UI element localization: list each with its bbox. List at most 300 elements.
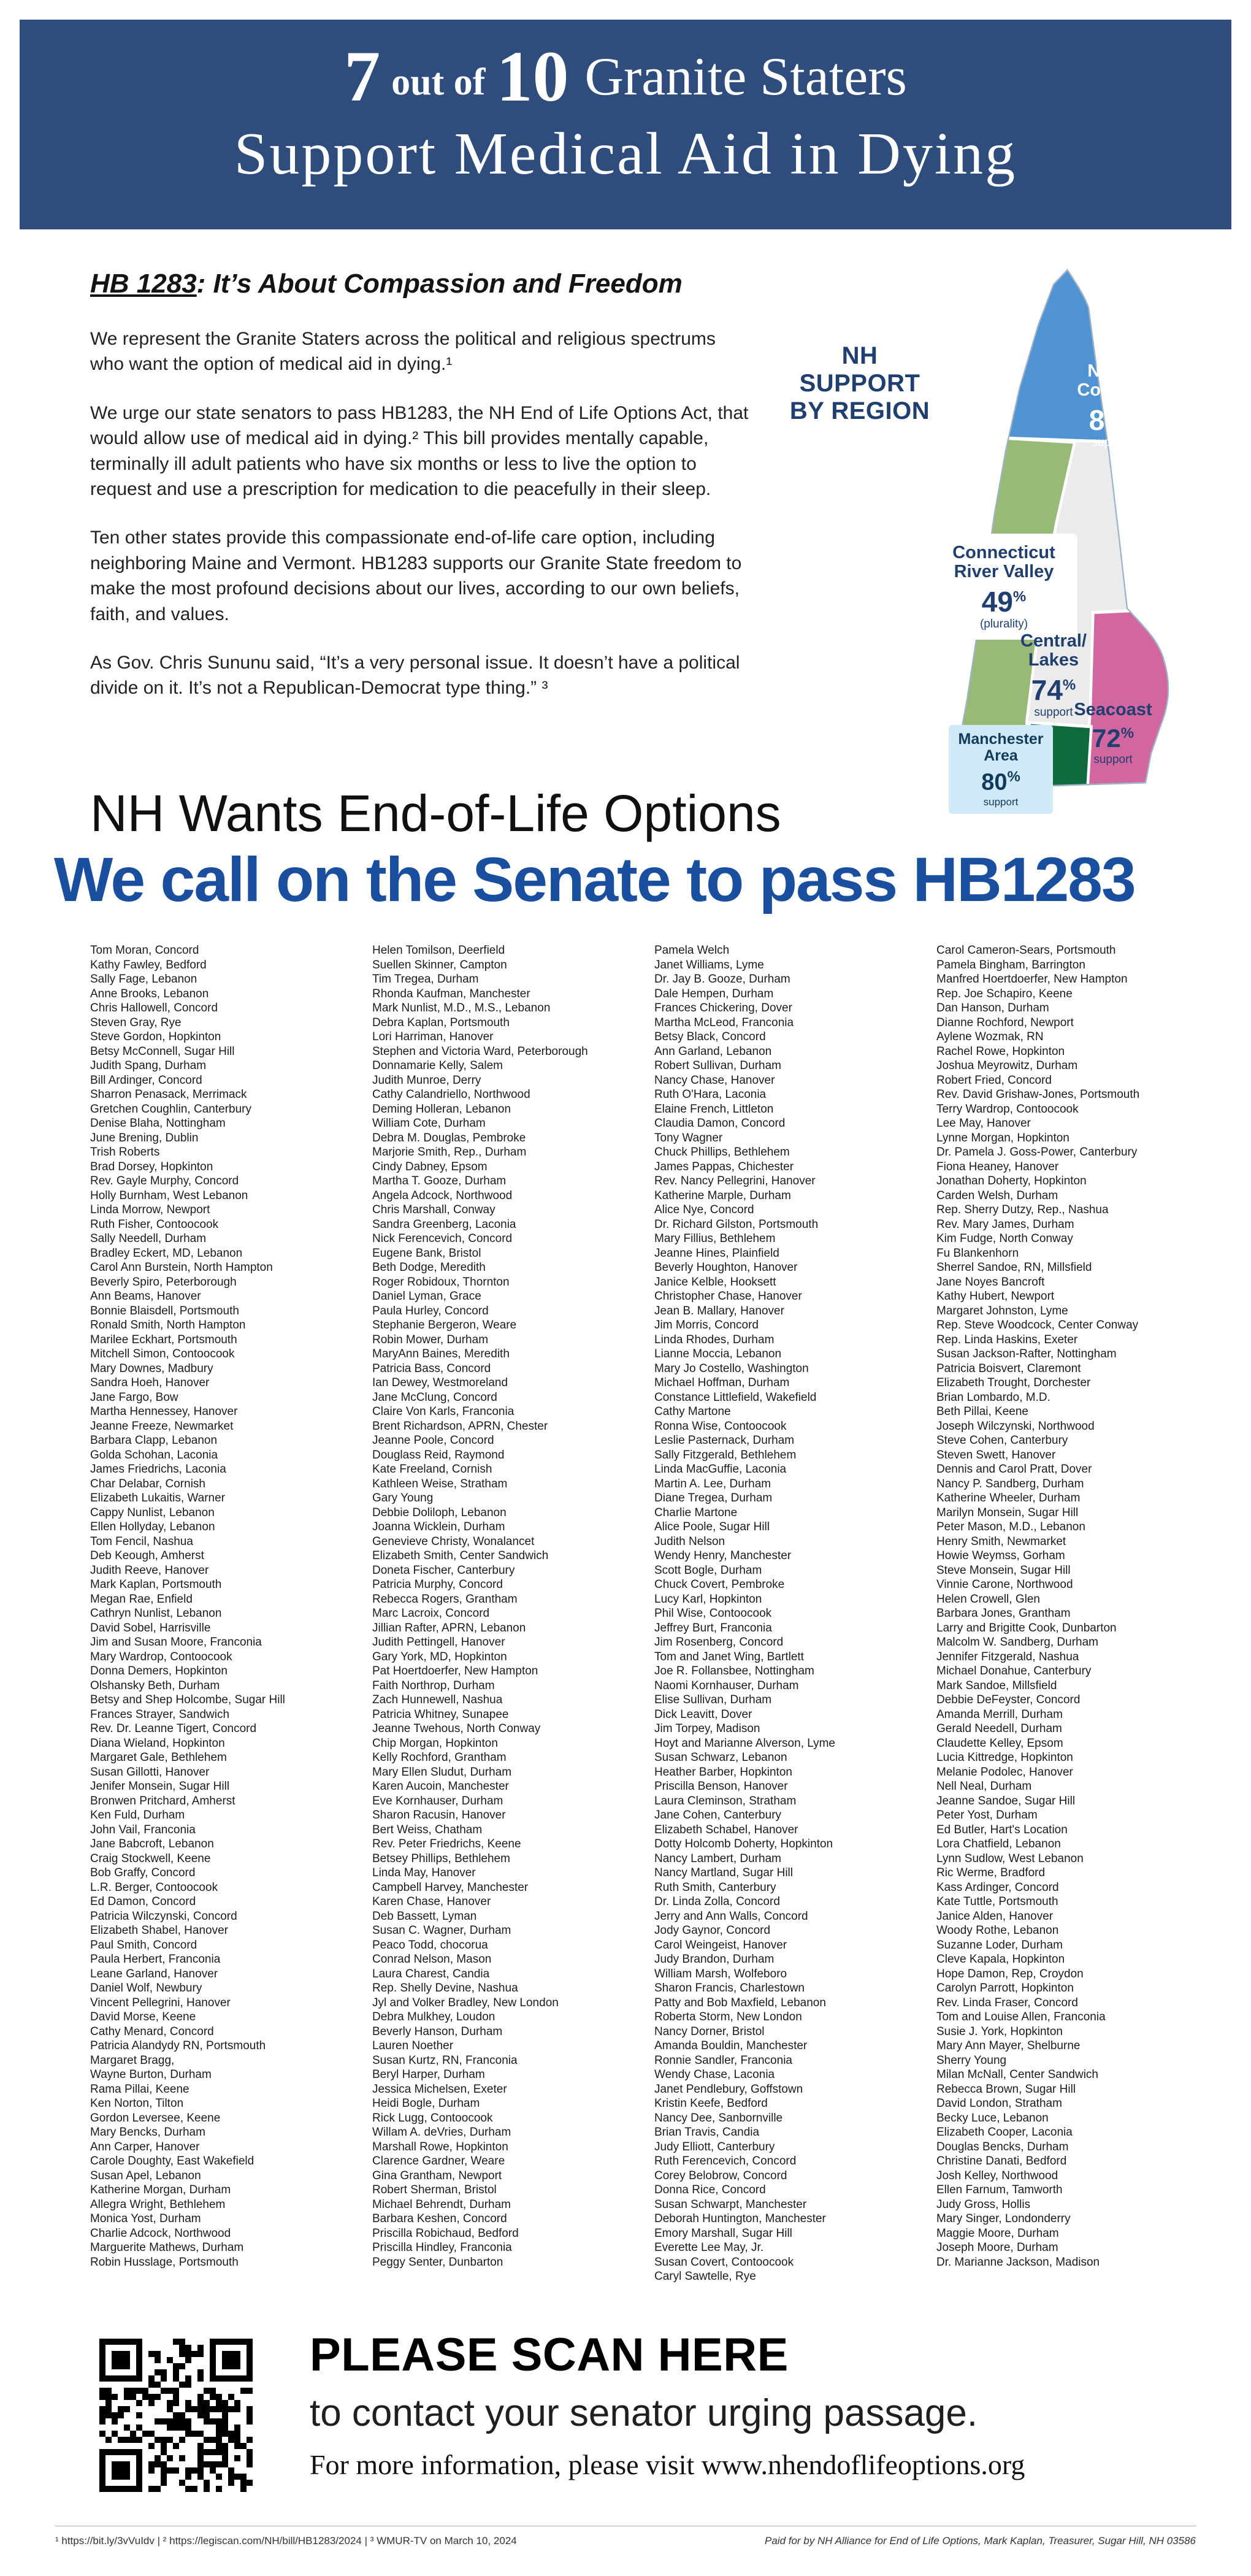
signer-name: Rick Lugg, Contoocook bbox=[372, 2111, 493, 2125]
signer-name: Barbara Keshen, Concord bbox=[372, 2212, 507, 2225]
signer-name: Mary Ellen Sludut, Durham bbox=[372, 1765, 512, 1779]
signer-name: Patricia Murphy, Concord bbox=[372, 1578, 503, 1591]
signer-name: Elaine French, Littleton bbox=[654, 1102, 774, 1116]
signer-name: Ellen Farnum, Tamworth bbox=[936, 2183, 1063, 2196]
bill-number: HB 1283 bbox=[90, 269, 197, 299]
signer-name: Megan Rae, Enfield bbox=[90, 1592, 193, 1606]
signer-name: Elizabeth Cooper, Laconia bbox=[936, 2126, 1073, 2139]
signer-name: Kass Ardinger, Concord bbox=[936, 1880, 1059, 1894]
signers-column-1 bbox=[90, 943, 363, 2284]
signer-name: Nell Neal, Durham bbox=[936, 1780, 1032, 1793]
signer-name: Clarence Gardner, Weare bbox=[372, 2155, 505, 2168]
signer-name: Jean B. Mallary, Hanover bbox=[654, 1304, 784, 1317]
intro-paragraph-1: We represent the Granite Staters across the political and religious spectrums who want the option of medical aid in dying.¹ bbox=[90, 329, 716, 375]
signer-name: Beverly Hanson, Durham bbox=[372, 2025, 503, 2038]
signer-name: Christopher Chase, Hanover bbox=[654, 1290, 802, 1303]
signer-name: Jim Morris, Concord bbox=[654, 1319, 759, 1332]
signer-name: Helen Crowell, Glen bbox=[936, 1592, 1040, 1606]
signer-name: Rev. Linda Fraser, Concord bbox=[936, 1996, 1078, 2009]
signer-name: Steven Swett, Hanover bbox=[936, 1448, 1056, 1462]
signer-name: Melanie Podolec, Hanover bbox=[936, 1765, 1073, 1779]
signer-name: Rep. Linda Haskins, Exeter bbox=[936, 1333, 1078, 1346]
signer-name: Ian Dewey, Westmoreland bbox=[372, 1376, 508, 1389]
label-central-lakes: Central/ Lakes 74% support bbox=[1020, 631, 1087, 719]
signer-name: Dr. Linda Zolla, Concord bbox=[654, 1895, 780, 1908]
signer-name: Wendy Henry, Manchester bbox=[654, 1549, 792, 1562]
signer-name: Rebecca Brown, Sugar Hill bbox=[936, 2082, 1076, 2096]
signer-name: Becky Luce, Lebanon bbox=[936, 2111, 1049, 2125]
signer-name: Jeffrey Burt, Franconia bbox=[654, 1621, 772, 1635]
signer-name: Carol Weingeist, Hanover bbox=[654, 1938, 787, 1952]
signer-name: L.R. Berger, Contoocook bbox=[90, 1880, 218, 1894]
signer-name: Sharron Penasack, Merrimack bbox=[90, 1088, 247, 1101]
signer-name: Nancy Dorner, Bristol bbox=[654, 2025, 765, 2038]
signer-name: Diana Wieland, Hopkinton bbox=[90, 1736, 225, 1750]
signer-name: Tony Wagner bbox=[654, 1131, 723, 1144]
signer-name: Steve Cohen, Canterbury bbox=[936, 1434, 1068, 1447]
intro-paragraph-2: We urge our state senators to pass HB1283, the NH End of Life Options Act, that would allow use of medical aid in dying.² This bill provides mentally capable, terminally ill adult patients who have six months or less to live the option to request and use a prescription for medication to die peacefully in their sleep. bbox=[90, 402, 749, 499]
signer-name: Jane Cohen, Canterbury bbox=[654, 1809, 782, 1822]
signer-name: Rama Pillai, Keene bbox=[90, 2082, 189, 2096]
signer-name: Lori Harriman, Hanover bbox=[372, 1030, 494, 1043]
signer-name: Peter Mason, M.D., Lebanon bbox=[936, 1520, 1085, 1533]
signer-name: Olshansky Beth, Durham bbox=[90, 1679, 220, 1692]
signer-name: Suellen Skinner, Campton bbox=[372, 958, 507, 972]
signer-name: Leane Garland, Hanover bbox=[90, 1967, 218, 1980]
intro-heading bbox=[90, 269, 749, 299]
signer-name: Woody Rothe, Lebanon bbox=[936, 1924, 1059, 1937]
banner-granite-staters: Granite Staters bbox=[584, 47, 907, 107]
signer-name: Martha Hennessey, Hanover bbox=[90, 1405, 238, 1418]
qr-code bbox=[90, 2329, 262, 2501]
signer-name: Ann Garland, Lebanon bbox=[654, 1045, 772, 1058]
signer-name: Eve Kornhauser, Durham bbox=[372, 1794, 503, 1807]
signer-name: Terry Wardrop, Contoocook bbox=[936, 1102, 1079, 1116]
signer-name: Rev. Gayle Murphy, Concord bbox=[90, 1175, 239, 1187]
signer-name: Steve Gordon, Hopkinton bbox=[90, 1030, 221, 1043]
signer-name: Robin Husslage, Portsmouth bbox=[90, 2255, 239, 2269]
signer-name: Rebecca Rogers, Grantham bbox=[372, 1592, 518, 1606]
signer-name: Amanda Bouldin, Manchester bbox=[654, 2039, 808, 2052]
signer-name: Gina Grantham, Newport bbox=[372, 2169, 502, 2182]
signer-name: Betsy McConnell, Sugar Hill bbox=[90, 1045, 235, 1058]
signer-name: Margaret Bragg, bbox=[90, 2053, 175, 2067]
signer-name: Bob Graffy, Concord bbox=[90, 1866, 196, 1879]
signer-name: Cathy Calandriello, Northwood bbox=[372, 1088, 530, 1101]
signer-name: Jeanne Poole, Concord bbox=[372, 1434, 494, 1447]
signer-name: Robin Mower, Durham bbox=[372, 1333, 489, 1346]
signer-name: Aylene Wozmak, RN bbox=[936, 1030, 1044, 1043]
signer-name: Susan Jackson-Rafter, Nottingham bbox=[936, 1347, 1117, 1360]
signer-name: Kathy Fawley, Bedford bbox=[90, 958, 207, 972]
signers-section bbox=[90, 943, 1228, 2284]
label-north-country: North Country 85% support bbox=[1077, 361, 1146, 450]
banner-number-10: 10 bbox=[496, 36, 569, 117]
signer-name: Patricia Wilczynski, Concord bbox=[90, 1909, 237, 1923]
signer-name: Ruth Fisher, Contoocook bbox=[90, 1217, 219, 1231]
signer-name: Michael Hoffman, Durham bbox=[654, 1376, 790, 1389]
signer-name: Marshall Rowe, Hopkinton bbox=[372, 2140, 508, 2153]
intro-paragraph-3: Ten other states provide this compassionate end-of-life care option, including neighboring Maine and Vermont. HB1283 supports our Granite State freedom to make the most profound decisions about our lives, according to our own beliefs, faith, and values. bbox=[90, 527, 742, 624]
signer-name: Margaret Johnston, Lyme bbox=[936, 1304, 1068, 1317]
signer-name: Caryl Sawtelle, Rye bbox=[654, 2270, 756, 2283]
signer-name: Kelly Rochford, Grantham bbox=[372, 1751, 507, 1764]
intro-paragraph-4: As Gov. Chris Sununu said, “It’s a very personal issue. It doesn’t have a political divide on it. It’s not a Republican-Democrat type thing.” ³ bbox=[90, 652, 740, 699]
signer-name: Tom and Louise Allen, Franconia bbox=[936, 2011, 1106, 2023]
signer-name: Trish Roberts bbox=[90, 1146, 160, 1159]
signer-name: Mark Kaplan, Portsmouth bbox=[90, 1578, 222, 1591]
signer-name: Michael Behrendt, Durham bbox=[372, 2198, 511, 2211]
signer-name: Rhonda Kaufman, Manchester bbox=[372, 987, 530, 1000]
signer-name: Katherine Wheeler, Durham bbox=[936, 1492, 1081, 1505]
signer-name: Pamela Bingham, Barrington bbox=[936, 958, 1085, 972]
signer-name: Jeanne Freeze, Newmarket bbox=[90, 1419, 234, 1433]
signer-name: Alice Poole, Sugar Hill bbox=[654, 1520, 770, 1533]
signer-name: Marilee Eckhart, Portsmouth bbox=[90, 1333, 237, 1346]
signer-name: Corey Belobrow, Concord bbox=[654, 2169, 787, 2182]
signer-name: Judith Spang, Durham bbox=[90, 1059, 207, 1072]
signer-name: Ed Damon, Concord bbox=[90, 1895, 196, 1908]
signer-name: Donna Rice, Concord bbox=[654, 2183, 766, 2196]
signer-name: Judy Brandon, Durham bbox=[654, 1953, 775, 1966]
signer-name: Nancy Chase, Hanover bbox=[654, 1073, 775, 1087]
intro-section bbox=[90, 269, 749, 724]
signer-name: Dr. Jay B. Gooze, Durham bbox=[654, 973, 790, 986]
signer-name: Debbie DeFeyster, Concord bbox=[936, 1693, 1081, 1706]
signer-name: Dennis and Carol Pratt, Dover bbox=[936, 1463, 1092, 1476]
signer-name: Lora Chatfield, Lebanon bbox=[936, 1838, 1061, 1850]
signer-name: Jim and Susan Moore, Franconia bbox=[90, 1636, 262, 1649]
signer-name: Elizabeth Schabel, Hanover bbox=[654, 1823, 798, 1836]
signer-name: Steve Monsein, Sugar Hill bbox=[936, 1563, 1071, 1577]
signer-name: Constance Littlefield, Wakefield bbox=[654, 1390, 817, 1404]
signer-name: Martha T. Gooze, Durham bbox=[372, 1175, 507, 1187]
signer-name: Margaret Gale, Bethlehem bbox=[90, 1751, 227, 1764]
signer-name: Susan Covert, Contoocook bbox=[654, 2255, 794, 2269]
signer-name: Jonathan Doherty, Hopkinton bbox=[936, 1175, 1087, 1187]
signer-name: Deborah Huntington, Manchester bbox=[654, 2212, 826, 2225]
signer-name: Wayne Burton, Durham bbox=[90, 2068, 212, 2081]
signer-name: Susan Schwarz, Lebanon bbox=[654, 1751, 787, 1764]
signer-name: Betsey Phillips, Bethlehem bbox=[372, 1852, 510, 1865]
signer-name: Phil Wise, Contoocook bbox=[654, 1607, 772, 1620]
signer-name: Jane Babcroft, Lebanon bbox=[90, 1838, 214, 1850]
signer-name: Joshua Meyrowitz, Durham bbox=[936, 1059, 1078, 1072]
label-seacoast: Seacoast 72% support bbox=[1074, 700, 1152, 766]
signer-name: Gretchen Coughlin, Canterbury bbox=[90, 1102, 251, 1116]
signer-name: Bronwen Pritchard, Amherst bbox=[90, 1794, 235, 1807]
signer-name: Claire Von Karls, Franconia bbox=[372, 1405, 515, 1418]
signer-name: Pamela Welch bbox=[654, 944, 730, 957]
signer-name: Barbara Clapp, Lebanon bbox=[90, 1434, 218, 1447]
signer-name: Elise Sullivan, Durham bbox=[654, 1693, 772, 1706]
signer-name: Jeanne Hines, Plainfield bbox=[654, 1246, 779, 1260]
signer-name: Genevieve Christy, Wonalancet bbox=[372, 1535, 535, 1548]
signer-name: Rachel Rowe, Hopkinton bbox=[936, 1045, 1065, 1058]
signer-name: Joseph Wilczynski, Northwood bbox=[936, 1419, 1095, 1433]
signer-name: Marjorie Smith, Rep., Durham bbox=[372, 1146, 527, 1159]
signer-name: Carol Ann Burstein, North Hampton bbox=[90, 1261, 273, 1274]
signer-name: Linda Rhodes, Durham bbox=[654, 1333, 775, 1346]
signer-name: Willam A. deVries, Durham bbox=[372, 2126, 511, 2139]
signer-name: William Cote, Durham bbox=[372, 1117, 486, 1130]
signer-name: Nancy Dee, Sanbornville bbox=[654, 2111, 783, 2125]
signer-name: Suzanne Loder, Durham bbox=[936, 1938, 1063, 1952]
scan-here-title: PLEASE SCAN HERE bbox=[310, 2329, 789, 2381]
signer-name: MaryAnn Baines, Meredith bbox=[372, 1347, 510, 1360]
signer-name: Mary Fillius, Bethlehem bbox=[654, 1232, 776, 1245]
signer-name: David Sobel, Harrisville bbox=[90, 1621, 211, 1635]
signer-name: Jane Fargo, Bow bbox=[90, 1390, 178, 1404]
signer-name: Michael Donahue, Canterbury bbox=[936, 1665, 1092, 1677]
footnote-citations: ¹ https://bit.ly/3vVuIdv | ² https://legiscan.com/NH/bill/HB1283/2024 | ³ WMUR-TV on March 10, 2024 bbox=[55, 2535, 517, 2547]
signer-name: Ruth Smith, Canterbury bbox=[654, 1880, 776, 1894]
signers-column-2 bbox=[372, 943, 645, 2284]
signer-name: Allegra Wright, Bethlehem bbox=[90, 2198, 226, 2211]
signer-name: Beverly Houghton, Hanover bbox=[654, 1261, 798, 1274]
signer-name: Jody Gaynor, Concord bbox=[654, 1924, 771, 1937]
signer-name: Jyl and Volker Bradley, New London bbox=[372, 1996, 559, 2009]
signer-name: Bert Weiss, Chatham bbox=[372, 1823, 483, 1836]
signer-name: Debra Mulkhey, Loudon bbox=[372, 2011, 495, 2023]
signer-name: Paul Smith, Concord bbox=[90, 1938, 197, 1952]
signer-name: Ruth Ferencevich, Concord bbox=[654, 2155, 797, 2168]
signer-name: Roberta Storm, New London bbox=[654, 2011, 802, 2023]
signer-name: Mary Ann Mayer, Shelburne bbox=[936, 2039, 1081, 2052]
signer-name: Carole Doughty, East Wakefield bbox=[90, 2155, 254, 2168]
signer-name: Beryl Harper, Durham bbox=[372, 2068, 485, 2081]
signer-name: Douglas Bencks, Durham bbox=[936, 2140, 1069, 2153]
signer-name: Peter Yost, Durham bbox=[936, 1809, 1038, 1822]
signer-name: Janet Pendlebury, Goffstown bbox=[654, 2082, 803, 2096]
signer-name: Linda May, Hanover bbox=[372, 1866, 476, 1879]
signer-name: Ann Carper, Hanover bbox=[90, 2140, 200, 2153]
signer-name: Janice Kelble, Hooksett bbox=[654, 1275, 776, 1289]
signer-name: Priscilla Robichaud, Bedford bbox=[372, 2226, 519, 2240]
signer-name: Frances Strayer, Sandwich bbox=[90, 1708, 230, 1721]
signer-name: Chris Hallowell, Concord bbox=[90, 1002, 218, 1014]
signer-name: Bonnie Blaisdell, Portsmouth bbox=[90, 1304, 239, 1317]
signer-name: David Morse, Keene bbox=[90, 2011, 196, 2023]
signer-name: Barbara Jones, Grantham bbox=[936, 1607, 1071, 1620]
scan-here-subtitle: to contact your senator urging passage. bbox=[310, 2392, 978, 2434]
signers-column-3 bbox=[654, 943, 927, 2284]
signer-name: Mary Singer, Londonderry bbox=[936, 2212, 1071, 2225]
signer-name: Jerry and Ann Walls, Concord bbox=[654, 1909, 808, 1923]
signer-name: Rev. Dr. Leanne Tigert, Concord bbox=[90, 1722, 257, 1735]
banner-headline: Support Medical Aid in Dying bbox=[234, 121, 1017, 187]
signer-name: Eugene Bank, Bristol bbox=[372, 1246, 481, 1260]
signer-name: Vinnie Carone, Northwood bbox=[936, 1578, 1073, 1591]
signer-name: James Pappas, Chichester bbox=[654, 1160, 794, 1173]
signer-name: Janice Alden, Hanover bbox=[936, 1909, 1054, 1923]
signer-name: Sandra Hoeh, Hanover bbox=[90, 1376, 210, 1389]
signer-name: Marilyn Monsein, Sugar Hill bbox=[936, 1506, 1079, 1519]
signer-name: Conrad Nelson, Mason bbox=[372, 1953, 492, 1966]
signer-name: John Vail, Franconia bbox=[90, 1823, 196, 1836]
signer-name: Laura Charest, Candia bbox=[372, 1967, 490, 1980]
signer-name: Rep. Shelly Devine, Nashua bbox=[372, 1982, 518, 1995]
signer-name: Stephen and Victoria Ward, Peterborough bbox=[372, 1045, 588, 1058]
signer-name: Douglass Reid, Raymond bbox=[372, 1448, 505, 1462]
signer-name: Heather Barber, Hopkinton bbox=[654, 1765, 792, 1779]
signer-name: Naomi Kornhauser, Durham bbox=[654, 1679, 799, 1692]
signer-name: Dan Hanson, Durham bbox=[936, 1002, 1049, 1014]
signer-name: Milan McNall, Center Sandwich bbox=[936, 2068, 1098, 2081]
signer-name: Fu Blankenhorn bbox=[936, 1246, 1019, 1260]
signer-name: Judith Munroe, Derry bbox=[372, 1073, 481, 1087]
signer-name: Mitchell Simon, Contoocook bbox=[90, 1347, 235, 1360]
signer-name: Ellen Hollyday, Lebanon bbox=[90, 1520, 215, 1533]
signer-name: Elizabeth Shabel, Hanover bbox=[90, 1924, 228, 1937]
signer-name: Brian Travis, Candia bbox=[654, 2126, 760, 2139]
signer-name: Jillian Rafter, APRN, Lebanon bbox=[372, 1621, 526, 1635]
signer-name: Gary Young bbox=[372, 1492, 434, 1505]
signer-name: Howie Weymss, Gorham bbox=[936, 1549, 1065, 1562]
signer-name: Craig Stockwell, Keene bbox=[90, 1852, 211, 1865]
banner bbox=[20, 20, 1231, 229]
signer-name: Roger Robidoux, Thornton bbox=[372, 1275, 510, 1289]
signer-name: Brian Lombardo, M.D. bbox=[936, 1390, 1050, 1404]
signer-name: Mary Bencks, Durham bbox=[90, 2126, 205, 2139]
signer-name: Katherine Morgan, Durham bbox=[90, 2183, 231, 2196]
signer-name: Maggie Moore, Durham bbox=[936, 2226, 1059, 2240]
signer-name: Susie J. York, Hopkinton bbox=[936, 2025, 1063, 2038]
nh-support-map bbox=[789, 264, 1226, 808]
signer-name: Gerald Needell, Durham bbox=[936, 1722, 1062, 1735]
signer-name: Lee May, Hanover bbox=[936, 1117, 1031, 1130]
signer-name: Mary Downes, Madbury bbox=[90, 1362, 213, 1375]
signer-name: David London, Stratham bbox=[936, 2097, 1062, 2110]
signer-name: Rep. Steve Woodcock, Center Conway bbox=[936, 1319, 1139, 1332]
signer-name: Monica Yost, Durham bbox=[90, 2212, 201, 2225]
signer-name: Lianne Moccia, Lebanon bbox=[654, 1347, 782, 1360]
signer-name: Jane McClung, Concord bbox=[372, 1390, 497, 1404]
signer-name: Emory Marshall, Sugar Hill bbox=[654, 2226, 792, 2240]
signer-name: Jeanne Twehous, North Conway bbox=[372, 1722, 541, 1735]
signer-name: Deb Keough, Amherst bbox=[90, 1549, 204, 1562]
signer-name: Betsy Black, Concord bbox=[654, 1030, 766, 1043]
signer-name: Ronnie Sandler, Franconia bbox=[654, 2053, 792, 2067]
signer-name: Sandra Greenberg, Laconia bbox=[372, 1217, 516, 1231]
signer-name: Daniel Wolf, Newbury bbox=[90, 1982, 202, 1995]
signer-name: Mark Nunlist, M.D., M.S., Lebanon bbox=[372, 1002, 551, 1014]
signer-name: Kim Fudge, North Conway bbox=[936, 1232, 1073, 1245]
signer-name: Chip Morgan, Hopkinton bbox=[372, 1736, 498, 1750]
signer-name: Judy Elliott, Canterbury bbox=[654, 2140, 775, 2153]
signer-name: Deming Holleran, Lebanon bbox=[372, 1102, 511, 1116]
signer-name: Fiona Heaney, Hanover bbox=[936, 1160, 1059, 1173]
signer-name: Cathryn Nunlist, Lebanon bbox=[90, 1607, 222, 1620]
signer-name: Priscilla Benson, Hanover bbox=[654, 1780, 788, 1793]
signer-name: Nancy P. Sandberg, Durham bbox=[936, 1477, 1084, 1490]
signer-name: Patricia Whitney, Sunapee bbox=[372, 1708, 509, 1721]
signer-name: Martha McLeod, Franconia bbox=[654, 1016, 794, 1029]
more-info-line: For more information, please visit www.nhendoflifeoptions.org bbox=[310, 2449, 1025, 2480]
signer-name: Tom Moran, Concord bbox=[90, 944, 199, 957]
signer-name: Hope Damon, Rep, Croydon bbox=[936, 1967, 1084, 1980]
signer-name: Amanda Merrill, Durham bbox=[936, 1708, 1063, 1721]
signer-name: Faith Northrop, Durham bbox=[372, 1679, 495, 1692]
signer-name: Campbell Harvey, Manchester bbox=[372, 1880, 529, 1894]
signer-name: Judy Gross, Hollis bbox=[936, 2198, 1031, 2211]
signer-name: Ken Norton, Tilton bbox=[90, 2097, 184, 2110]
signer-name: Sharon Racusin, Hanover bbox=[372, 1809, 506, 1822]
signer-name: Dick Leavitt, Dover bbox=[654, 1708, 752, 1721]
signer-name: Peggy Senter, Dunbarton bbox=[372, 2255, 503, 2269]
signer-name: Ronna Wise, Contoocook bbox=[654, 1419, 787, 1433]
signer-name: Susan Gillotti, Hanover bbox=[90, 1765, 210, 1779]
signer-name: Tom Fencil, Nashua bbox=[90, 1535, 193, 1548]
signer-name: Daniel Lyman, Grace bbox=[372, 1290, 481, 1303]
signer-name: Susan Schwarpt, Manchester bbox=[654, 2198, 807, 2211]
signer-name: Steven Gray, Rye bbox=[90, 1016, 182, 1029]
signer-name: Jenifer Monsein, Sugar Hill bbox=[90, 1780, 230, 1793]
footnotes-bar bbox=[55, 2526, 1196, 2547]
signer-name: Scott Bogle, Durham bbox=[654, 1563, 762, 1577]
signer-name: Denise Blaha, Nottingham bbox=[90, 1117, 226, 1130]
signer-name: Josh Kelley, Northwood bbox=[936, 2169, 1058, 2182]
signer-name: Stephanie Bergeron, Weare bbox=[372, 1319, 517, 1332]
label-manchester-area: Manchester Area 80% support bbox=[949, 725, 1053, 814]
signer-name: Zach Hunnewell, Nashua bbox=[372, 1693, 503, 1706]
signer-name: Judith Reeve, Hanover bbox=[90, 1563, 209, 1577]
signer-name: Chuck Covert, Pembroke bbox=[654, 1578, 785, 1591]
signer-name: Patricia Bass, Concord bbox=[372, 1362, 491, 1375]
signer-name: Doneta Fischer, Canterbury bbox=[372, 1563, 515, 1577]
signer-name: Mary Jo Costello, Washington bbox=[654, 1362, 809, 1375]
signer-name: Manfred Hoertdoerfer, New Hampton bbox=[936, 973, 1128, 986]
signer-name: Elizabeth Lukaitis, Warner bbox=[90, 1492, 226, 1505]
signer-name: Kristin Keefe, Bedford bbox=[654, 2097, 768, 2110]
signer-name: Helen Tomilson, Deerfield bbox=[372, 944, 505, 957]
signer-name: Golda Schohan, Laconia bbox=[90, 1448, 218, 1462]
signer-name: Susan Apel, Lebanon bbox=[90, 2169, 201, 2182]
signer-name: Susan C. Wagner, Durham bbox=[372, 1924, 511, 1937]
signer-name: Linda Morrow, Newport bbox=[90, 1203, 210, 1216]
signer-name: Jim Rosenberg, Concord bbox=[654, 1636, 784, 1649]
signer-name: Char Delabar, Cornish bbox=[90, 1477, 205, 1490]
signer-name: James Friedrichs, Laconia bbox=[90, 1463, 226, 1476]
signer-name: Claudia Damon, Concord bbox=[654, 1117, 786, 1130]
signer-name: Susan Kurtz, RN, Franconia bbox=[372, 2053, 518, 2067]
signer-name: Gordon Leversee, Keene bbox=[90, 2111, 221, 2125]
signer-name: Anne Brooks, Lebanon bbox=[90, 987, 209, 1000]
signer-name: Charlie Martone bbox=[654, 1506, 738, 1519]
signer-name: Malcolm W. Sandberg, Durham bbox=[936, 1636, 1098, 1649]
signer-name: Sally Fage, Lebanon bbox=[90, 973, 197, 986]
signer-name: Carolyn Parrott, Hopkinton bbox=[936, 1982, 1074, 1995]
banner-number-7: 7 bbox=[344, 36, 381, 117]
signer-name: Cleve Kapala, Hopkinton bbox=[936, 1953, 1065, 1966]
signer-name: Dr. Marianne Jackson, Madison bbox=[936, 2255, 1100, 2269]
signer-name: Kate Freeland, Cornish bbox=[372, 1463, 492, 1476]
signer-name: Cathy Menard, Concord bbox=[90, 2025, 214, 2038]
signer-name: Dale Hempen, Durham bbox=[654, 987, 774, 1000]
signer-name: Jeanne Sandoe, Sugar Hill bbox=[936, 1794, 1076, 1807]
signer-name: Cappy Nunlist, Lebanon bbox=[90, 1506, 215, 1519]
intro-heading-rest: : It’s About Compassion and Freedom bbox=[196, 269, 683, 299]
signer-name: Dotty Holcomb Doherty, Hopkinton bbox=[654, 1838, 833, 1850]
signer-name: Dr. Pamela J. Goss-Power, Canterbury bbox=[936, 1146, 1138, 1159]
signer-name: Cindy Dabney, Epsom bbox=[372, 1160, 488, 1173]
map-title-line1: NH SUPPORT bbox=[799, 342, 920, 397]
signer-name: Martin A. Lee, Durham bbox=[654, 1477, 771, 1490]
signer-name: Angela Adcock, Northwood bbox=[372, 1189, 513, 1202]
signer-name: Karen Aucoin, Manchester bbox=[372, 1780, 509, 1793]
signer-name: Lynne Morgan, Hopkinton bbox=[936, 1131, 1069, 1144]
signer-name: Elizabeth Trought, Dorchester bbox=[936, 1376, 1091, 1389]
